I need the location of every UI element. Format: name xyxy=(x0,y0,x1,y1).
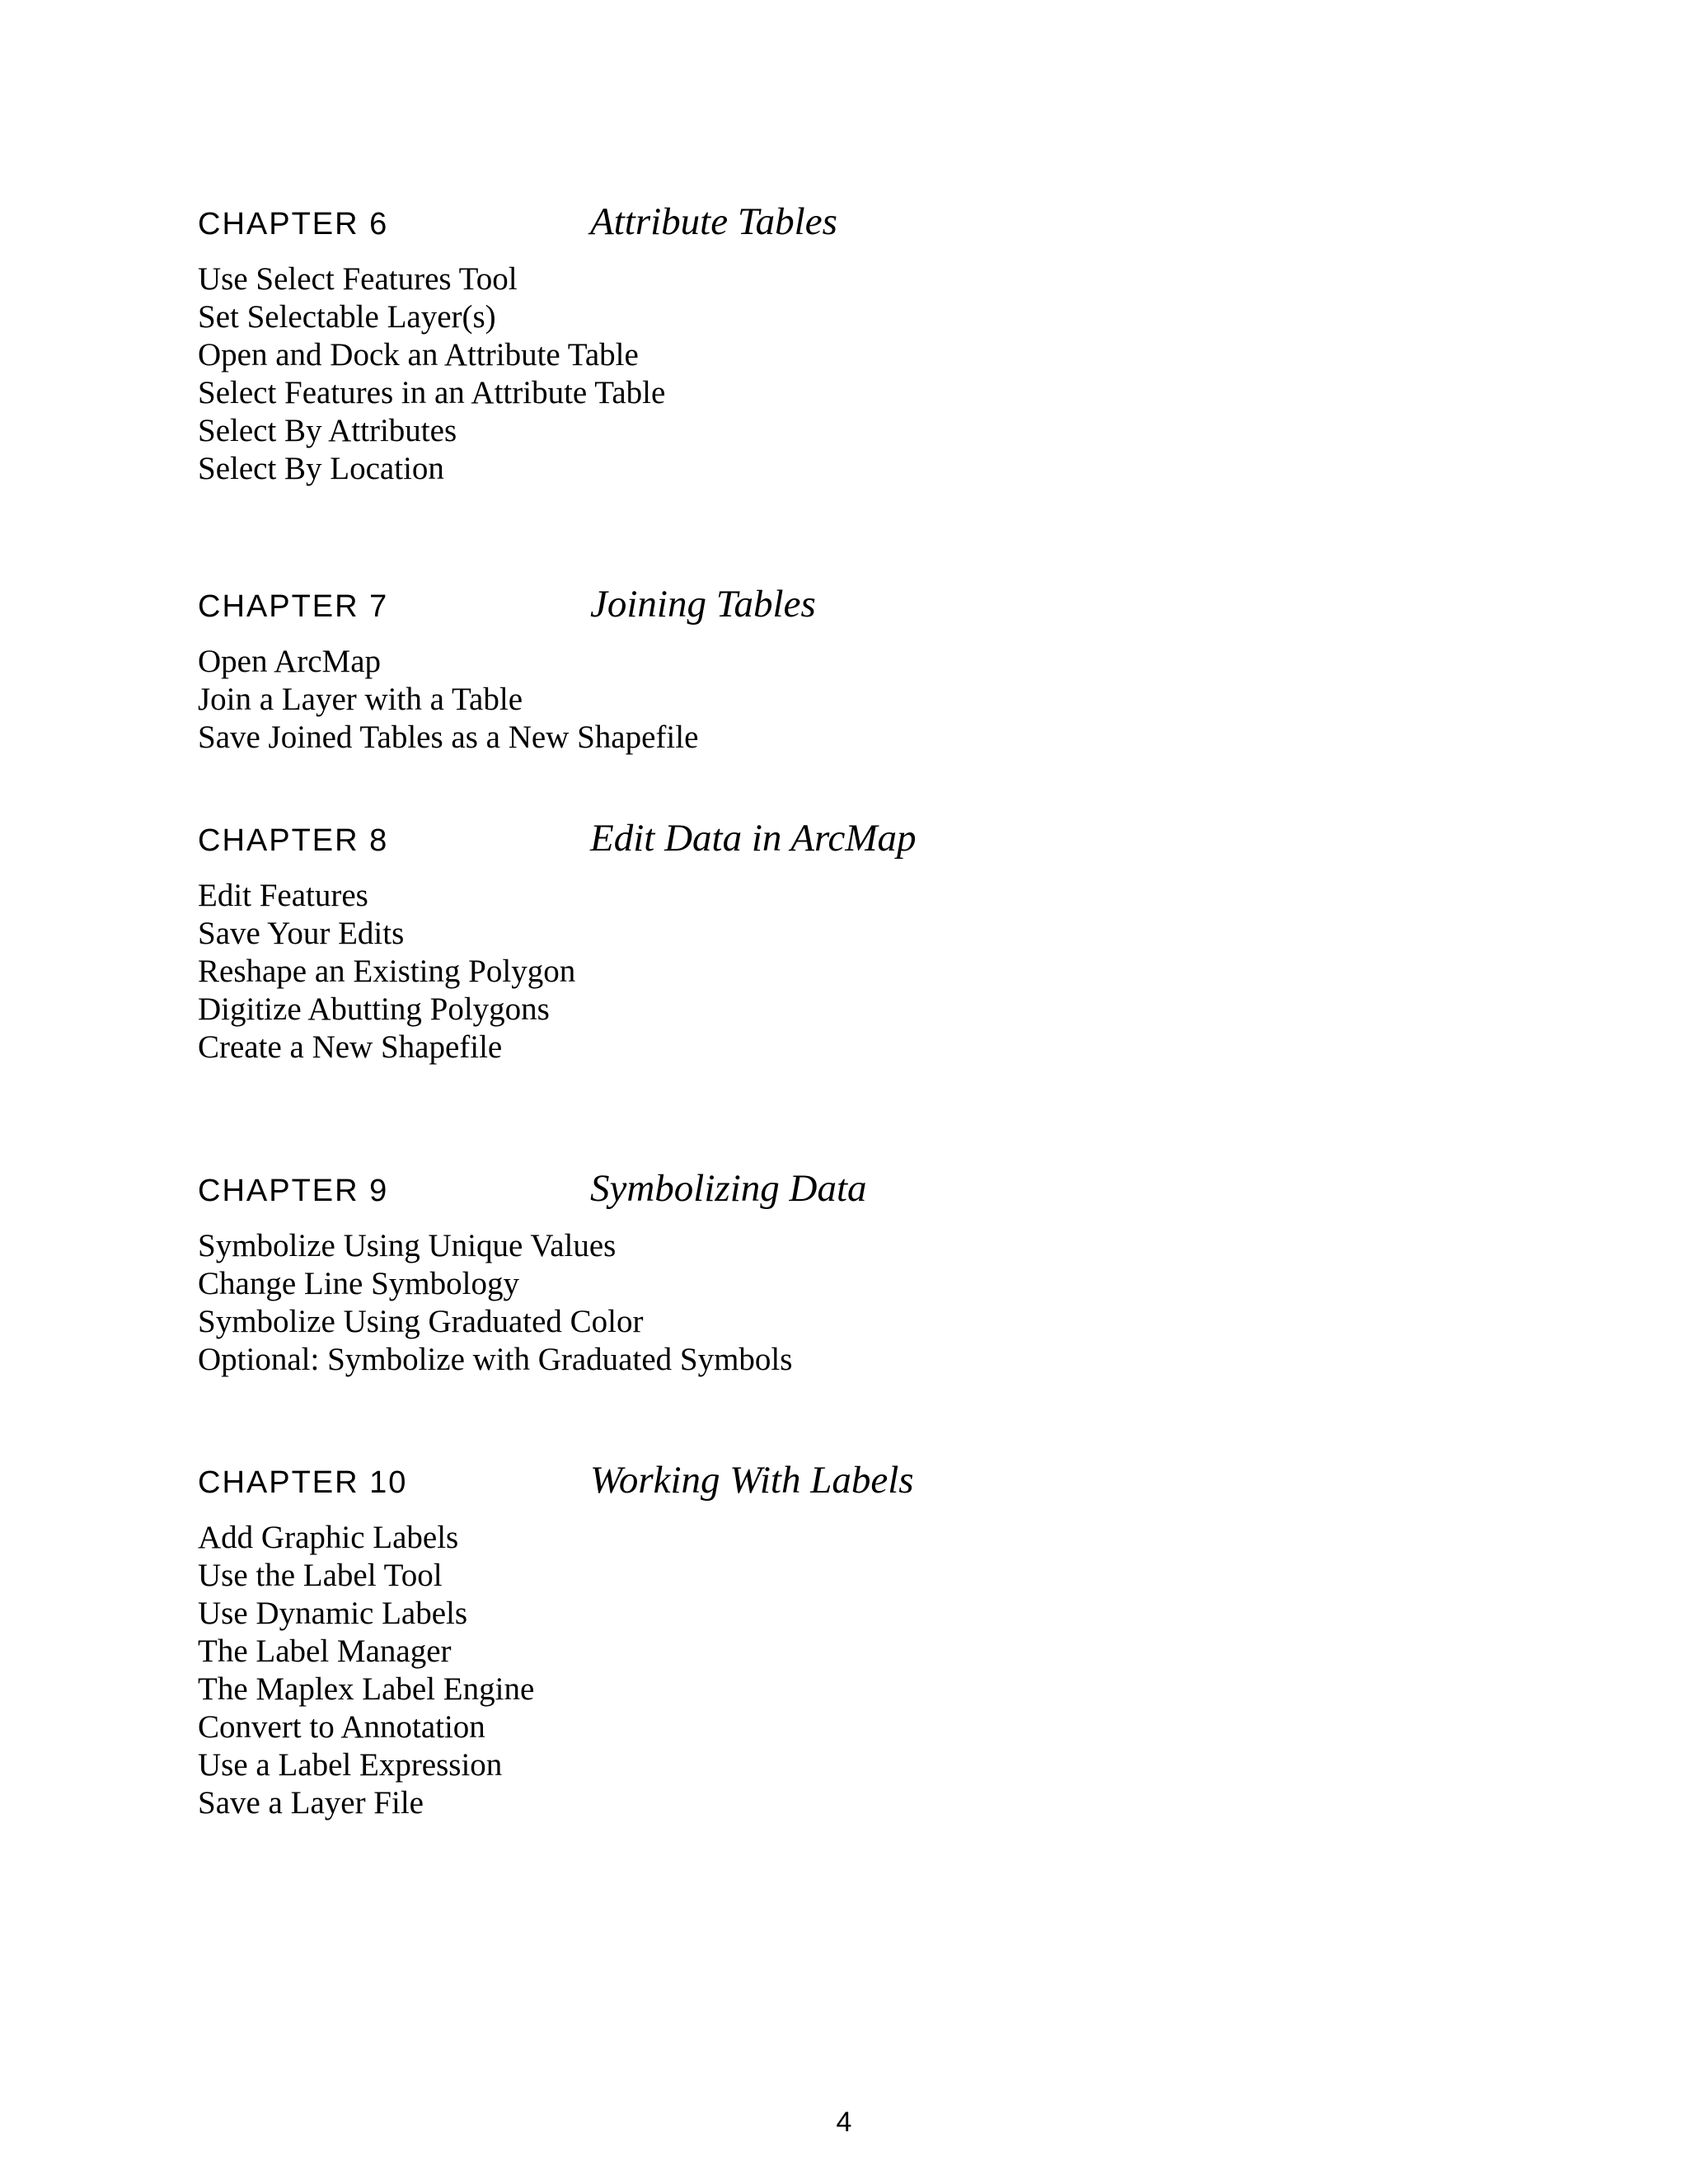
chapter-topic-list xyxy=(198,643,1599,757)
chapter-topic-list xyxy=(198,1519,1599,1822)
list-item: Set Selectable Layer(s) xyxy=(198,299,496,335)
list-item: Use a Label Expression xyxy=(198,1747,503,1783)
list-item: Select Features in an Attribute Table xyxy=(198,375,666,410)
list-item: Join a Layer with a Table xyxy=(198,682,523,717)
list-item: Save a Layer File xyxy=(198,1785,424,1821)
page-number: 4 xyxy=(836,2107,852,2138)
chapter-label: CHAPTER 6 xyxy=(198,207,389,241)
chapter-heading xyxy=(198,813,1599,862)
chapter-6-section xyxy=(198,196,1599,488)
chapter-heading xyxy=(198,579,1599,628)
chapter-topic-list xyxy=(198,260,1599,488)
chapter-title: Working With Labels xyxy=(590,1459,914,1502)
list-item: Change Line Symbology xyxy=(198,1266,519,1301)
chapter-title: Symbolizing Data xyxy=(590,1167,867,1210)
list-item: Save Joined Tables as a New Shapefile xyxy=(198,719,699,755)
list-item: Symbolize Using Unique Values xyxy=(198,1228,617,1263)
chapter-heading xyxy=(198,1163,1599,1212)
chapter-title: Joining Tables xyxy=(590,583,816,626)
chapter-7-section xyxy=(198,579,1599,757)
list-item: Select By Attributes xyxy=(198,413,457,448)
chapter-title: Attribute Tables xyxy=(590,200,837,243)
list-item: Select By Location xyxy=(198,451,444,486)
chapter-9-section xyxy=(198,1163,1599,1379)
chapter-heading xyxy=(198,1455,1599,1504)
list-item: Add Graphic Labels xyxy=(198,1520,459,1555)
chapter-heading xyxy=(198,196,1599,246)
chapter-label: CHAPTER 7 xyxy=(198,589,389,624)
list-item: Use Dynamic Labels xyxy=(198,1596,468,1631)
list-item: The Maplex Label Engine xyxy=(198,1671,535,1707)
chapter-title: Edit Data in ArcMap xyxy=(590,817,917,860)
list-item: Digitize Abutting Polygons xyxy=(198,991,550,1027)
chapter-label: CHAPTER 10 xyxy=(198,1465,408,1500)
list-item: Symbolize Using Graduated Color xyxy=(198,1304,644,1339)
list-item: Reshape an Existing Polygon xyxy=(198,954,576,989)
chapter-label: CHAPTER 8 xyxy=(198,823,389,858)
list-item: Use the Label Tool xyxy=(198,1558,443,1593)
list-item: Use Select Features Tool xyxy=(198,261,518,297)
list-item: Open and Dock an Attribute Table xyxy=(198,337,639,373)
list-item: Open ArcMap xyxy=(198,644,382,679)
list-item: Save Your Edits xyxy=(198,916,405,951)
chapter-topic-list xyxy=(198,877,1599,1066)
chapter-10-section xyxy=(198,1455,1599,1822)
chapter-label: CHAPTER 9 xyxy=(198,1174,389,1208)
list-item: The Label Manager xyxy=(198,1633,452,1669)
chapter-8-section xyxy=(198,813,1599,1066)
list-item: Edit Features xyxy=(198,878,368,913)
list-item: Convert to Annotation xyxy=(198,1709,485,1745)
list-item: Optional: Symbolize with Graduated Symbols xyxy=(198,1342,793,1377)
chapter-topic-list xyxy=(198,1227,1599,1379)
list-item: Create a New Shapefile xyxy=(198,1029,503,1065)
